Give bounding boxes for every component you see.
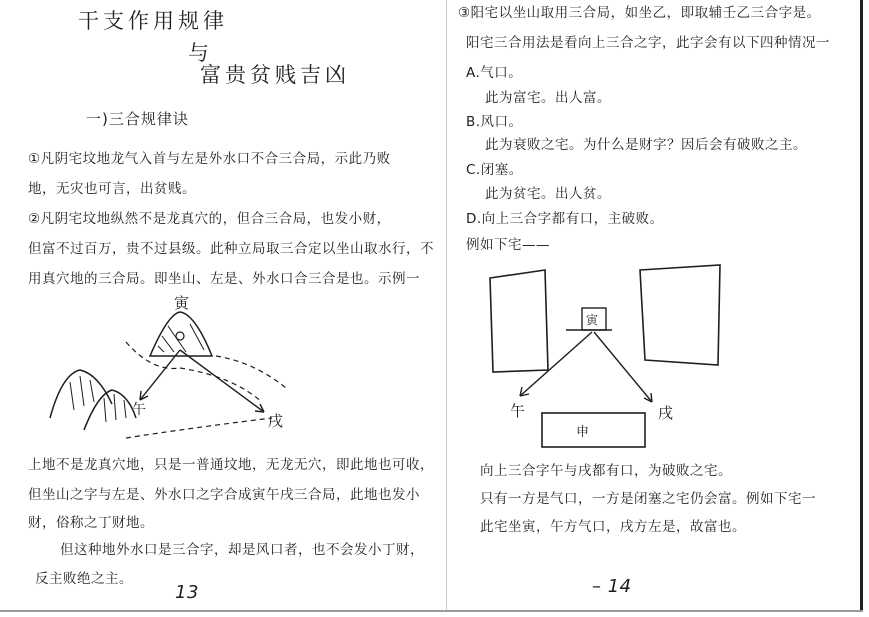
title-line-2: 与 <box>188 41 213 65</box>
paragraph2-line: ②凡阴宅坟地纵然不是龙真穴的，但合三合局，也发小财， <box>28 211 391 227</box>
option-a: A.气口。 <box>466 65 523 81</box>
title-line-1: 干支作用规律 <box>78 9 228 33</box>
right-diagram <box>480 262 740 457</box>
diagram-arrows <box>520 332 652 402</box>
mountains-left <box>50 370 136 430</box>
diagram-label-top: 寅 <box>586 313 599 327</box>
after-line: 此宅坐寅，午方气口，戌方左是，故富也。 <box>480 519 746 535</box>
diagram-label-left: 午 <box>132 402 146 418</box>
diagram-label-right: 戌 <box>268 412 284 430</box>
paragraph3-line: 财，俗称之丁财地。 <box>28 515 154 531</box>
paragraph3-line: 上地不是龙真穴地，只是一普通坟地，无龙无穴，即此地也可收， <box>28 457 434 473</box>
example-intro: 例如下宅—— <box>466 237 550 253</box>
option-b: B.风口。 <box>466 114 523 130</box>
section-heading: 一)三合规律诀 <box>86 110 189 128</box>
paragraph1-line: 地，无灾也可言，出贫贱。 <box>28 181 196 197</box>
mountain-dome <box>150 312 212 356</box>
option-b-desc: 此为衰败之宅。为什么是财字？因后会有破败之主。 <box>485 137 807 153</box>
left-diagram <box>40 290 340 445</box>
scan-edge-right <box>860 0 863 612</box>
diagram-label-bottom: 申 <box>576 425 590 440</box>
right-line-2: 阳宅三合用法是看向上三合之字，此字会有以下四种情况一 <box>466 35 830 51</box>
scan-edge-bottom <box>0 610 863 612</box>
paragraph2-line: 但富不过百万，贵不过县级。此种立局取三合定以坐山取水行，不 <box>28 241 434 257</box>
after-line: 向上三合字午与戌都有口，为破败之宅。 <box>480 463 732 479</box>
diagram-label-right: 戌 <box>658 404 674 422</box>
option-d: D.向上三合字都有口，主破败。 <box>466 211 664 227</box>
building-left <box>490 270 548 372</box>
after-line: 只有一方是气口，一方是闭塞之宅仍会富。例如下宅一 <box>480 491 816 507</box>
paragraph4-line: 但这种地外水口是三合字，却是风口者，也不会发小丁财， <box>60 542 424 558</box>
diagram-arrows <box>140 350 264 412</box>
page-number: – 14 <box>592 576 632 597</box>
diagram-label-left: 午 <box>510 402 526 420</box>
title-line-3: 富贵贫贱吉凶 <box>200 63 350 87</box>
building-bottom <box>542 413 645 447</box>
right-line-1: ③阳宅以坐山取用三合局，如坐乙，即取辅壬乙三合字是。 <box>458 5 821 21</box>
right-page <box>447 0 860 610</box>
paragraph3-line: 但坐山之字与左是、外水口之字合成寅午戌三合局，此地也发小 <box>28 487 420 503</box>
page-number: 13 <box>175 582 199 603</box>
paragraph1-line: ①凡阴宅坟地龙气入首与左是外水口不合三合局，示此乃败 <box>28 151 391 167</box>
diagram-label-top: 寅 <box>174 294 190 312</box>
paragraph4-line: 反主败绝之主。 <box>35 571 133 587</box>
option-c-desc: 此为贫宅。出人贫。 <box>485 186 611 202</box>
paragraph2-line: 用真穴地的三合局。即坐山、左是、外水口合三合是也。示例一 <box>28 271 420 287</box>
option-a-desc: 此为富宅。出人富。 <box>485 90 611 106</box>
building-right <box>640 265 720 365</box>
option-c: C.闭塞。 <box>466 162 523 178</box>
